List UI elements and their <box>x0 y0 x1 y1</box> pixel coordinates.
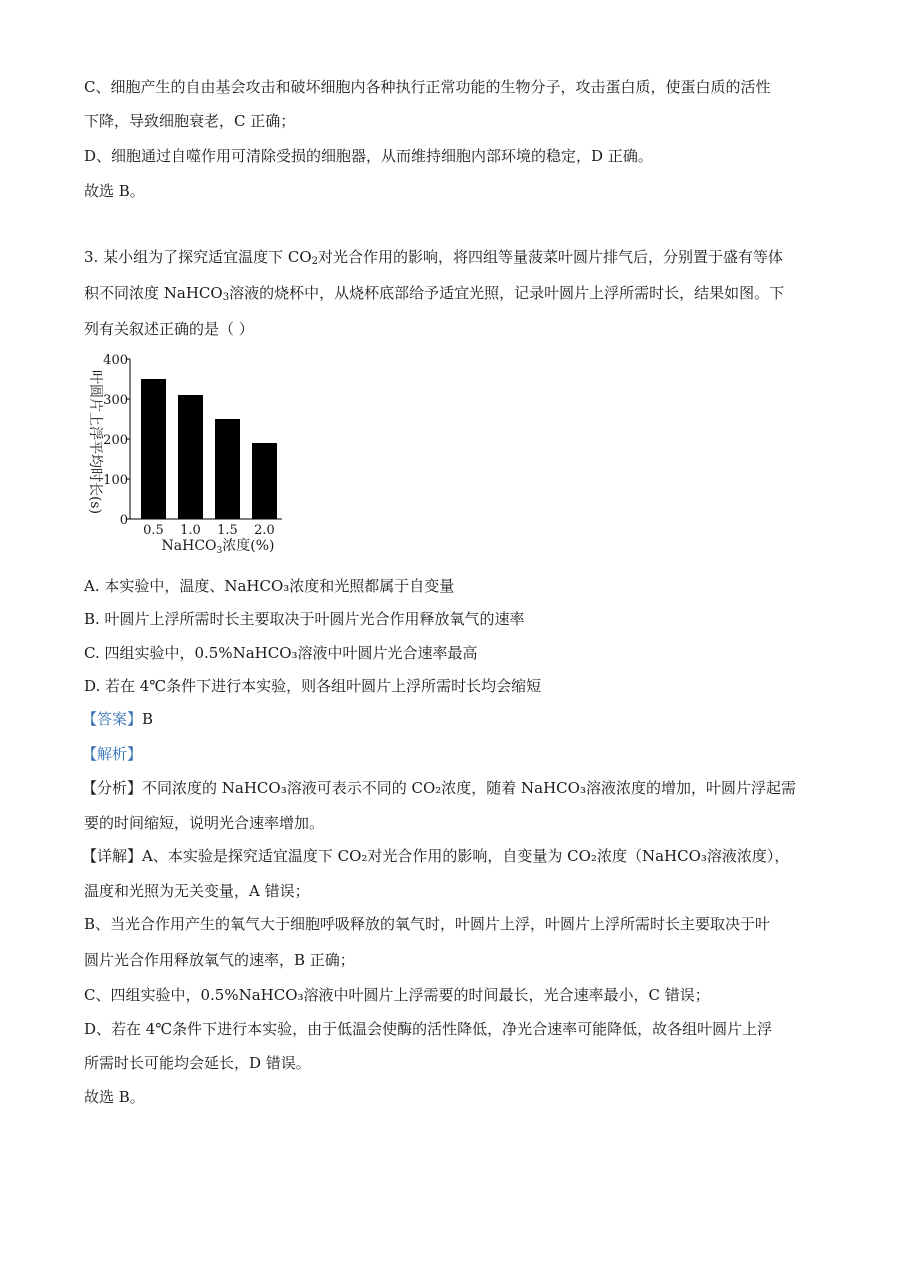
option-b: B. 叶圆片上浮所需时长主要取决于叶圆片光合作用释放氧气的速率 <box>84 610 525 628</box>
answer-value: B <box>142 710 154 728</box>
prev-choose: 故选 B。 <box>84 182 145 200</box>
detail-line3: B、当光合作用产生的氧气大于细胞呼吸释放的氧气时，叶圆片上浮，叶圆片上浮所需时长主要取决于叶 <box>84 915 771 933</box>
q-sub-3: 3 <box>222 292 230 303</box>
prev-c-line2: 下降，导致细胞衰老，C 正确； <box>84 112 296 130</box>
y-tick-label: 200 <box>103 433 128 448</box>
analysis-tag: 【解析】 <box>82 745 143 763</box>
bar-1.5 <box>215 419 240 519</box>
prev-c-line1: C、细胞产生的自由基会攻击和破坏细胞内各种执行正常功能的生物分子，攻击蛋白质，使蛋白质的活性 <box>84 78 771 96</box>
y-axis-label: 叶圆片上浮平均时长(s) <box>87 369 103 515</box>
detail-line4: 圆片光合作用释放氧气的速率，B 正确； <box>84 951 355 969</box>
x-tick-label: 1.0 <box>180 523 201 538</box>
option-d: D. 若在 4℃条件下进行本实验，则各组叶圆片上浮所需时长均会缩短 <box>84 677 542 695</box>
x-axis-label-a: NaHCO <box>161 538 217 554</box>
detail-line6: D、若在 4℃条件下进行本实验，由于低温会使酶的活性降低，净光合速率可能降低，故各组叶圆片上浮 <box>84 1020 773 1038</box>
q-text-1b: 对光合作用的影响，将四组等量菠菜叶圆片排气后，分别置于盛有等体 <box>318 248 784 266</box>
answer-tag: 【答案】 <box>82 710 143 728</box>
bar-chart <box>78 346 298 558</box>
x-tick-label: 1.5 <box>217 523 238 538</box>
x-axis-label-b: 浓度(%) <box>222 538 275 554</box>
q-text-2b: 溶液的烧杯中，从烧杯底部给予适宜光照，记录叶圆片上浮所需时长，结果如图。下 <box>229 284 785 302</box>
x-axis-label-sub: 3 <box>216 546 223 556</box>
detail-line5: C、四组实验中，0.5%NaHCO₃溶液中叶圆片上浮需要的时间最长，光合速率最小，C 错误； <box>84 986 710 1004</box>
detail-choose: 故选 B。 <box>84 1088 145 1106</box>
detail-line7: 所需时长可能均会延长，D 错误。 <box>84 1054 311 1072</box>
fenxi-line1: 【分析】不同浓度的 NaHCO₃溶液可表示不同的 CO₂浓度，随着 NaHCO₃溶液浓度的增加，叶圆片浮起需 <box>82 779 796 797</box>
bar-0.5 <box>141 379 166 519</box>
bar-1.0 <box>178 395 203 519</box>
q-text-1a: 3. 某小组为了探究适宜温度下 CO <box>84 248 312 266</box>
fenxi-line2: 要的时间缩短，说明光合速率增加。 <box>84 814 325 832</box>
bar-2.0 <box>252 443 277 519</box>
detail-line1: 【详解】A、本实验是探究适宜温度下 CO₂对光合作用的影响，自变量为 CO₂浓度（NaHCO₃溶液浓度）， <box>82 847 790 865</box>
option-a: A. 本实验中，温度、NaHCO₃浓度和光照都属于自变量 <box>84 577 455 595</box>
q-sub-2: 2 <box>311 256 318 267</box>
detail-line2: 温度和光照为无关变量，A 错误； <box>84 882 310 900</box>
question-line3: 列有关叙述正确的是（ ） <box>84 320 254 338</box>
answer-line <box>82 709 153 729</box>
y-tick-label: 100 <box>103 473 128 488</box>
prev-d-line: D、细胞通过自噬作用可清除受损的细胞器，从而维持细胞内部环境的稳定，D 正确。 <box>84 147 653 165</box>
x-axis-label <box>162 537 275 556</box>
x-tick-label: 0.5 <box>143 523 164 538</box>
x-tick-label: 2.0 <box>254 523 275 538</box>
question-line2 <box>84 283 784 303</box>
question-line1 <box>84 247 783 267</box>
q-text-2a: 积不同浓度 NaHCO <box>84 284 223 302</box>
y-tick-label: 400 <box>103 353 128 368</box>
option-c: C. 四组实验中，0.5%NaHCO₃溶液中叶圆片光合速率最高 <box>84 644 478 662</box>
y-tick-label: 300 <box>103 393 128 408</box>
y-tick-label: 0 <box>119 513 128 528</box>
